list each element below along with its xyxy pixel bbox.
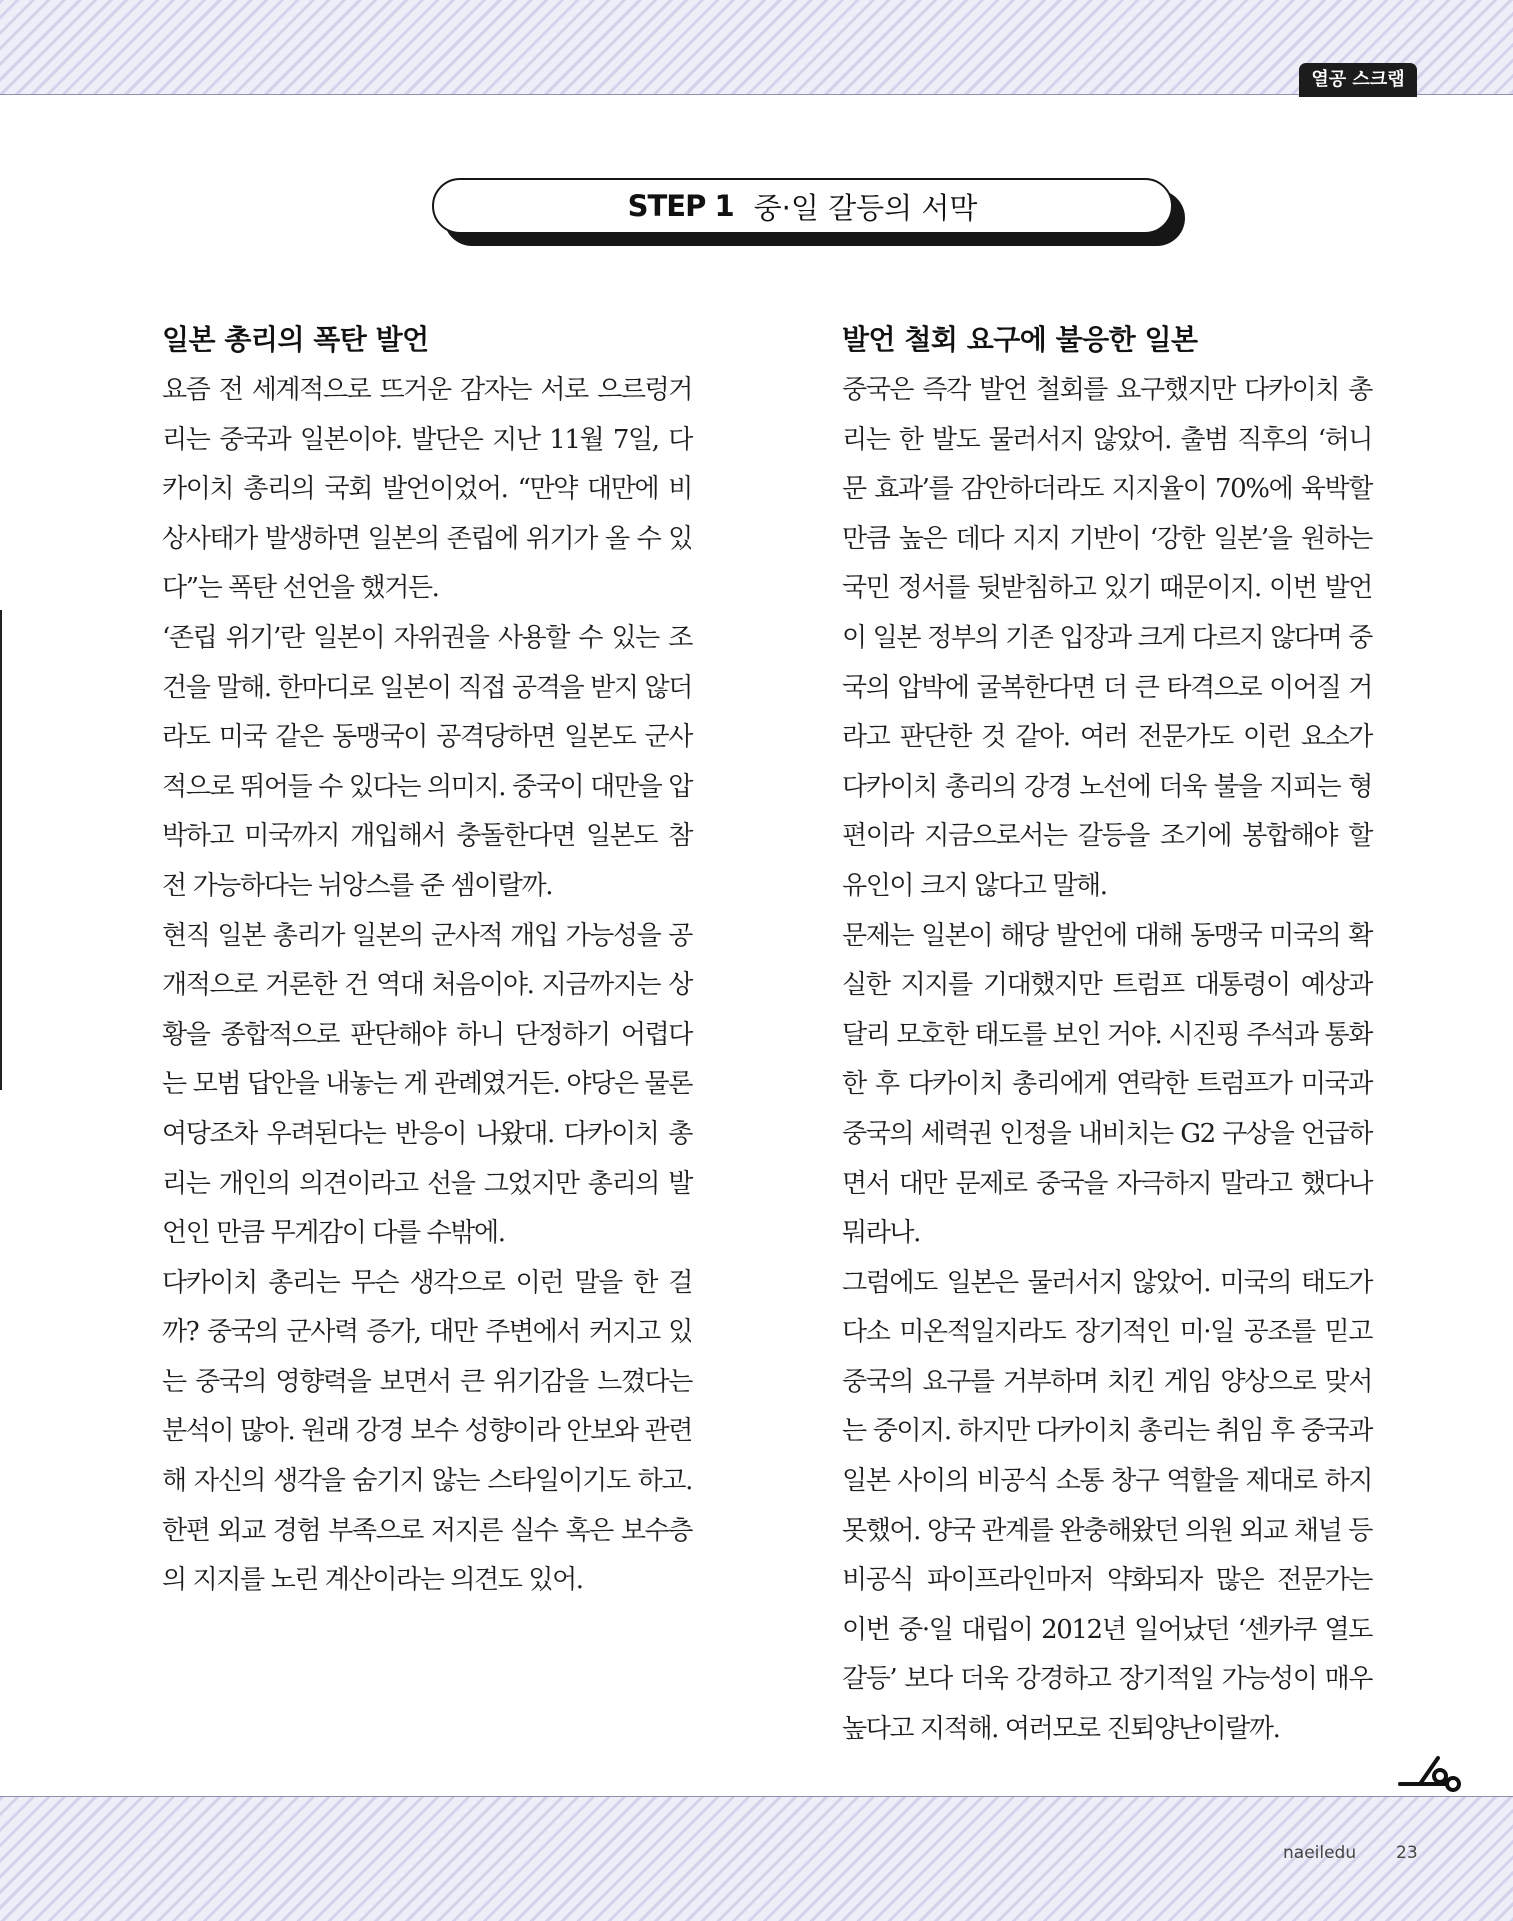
left-column-heading: 일본 총리의 폭탄 발언	[162, 323, 429, 356]
left-column	[162, 318, 692, 1606]
right-paragraph-1: 중국은 즉각 발언 철회를 요구했지만 다카이치 총리는 한 발도 물러서지 않았어. 출범 직후의 ‘허니문 효과’를 감안하더라도 지지율이 70%에 육박할 만큼 높은 데다 지지 기반이 ‘강한 일본’을 원하는 국민 정서를 뒷받침하고 있기 때문이지. 이번 발언이 일본 정부의 기존 입장과 크게 다르지 않다며 중국의 압박에 굴복한다면 더 큰 타격으로 이어질 거라고 판단한 것 같아. 여러 전문가도 이런 요소가 다카이치 총리의 강경 노선에 더욱 불을 지피는 형편이라 지금으로서는 갈등을 조기에 봉합해야 할 유인이 크지 않다고 말해.	[842, 375, 1372, 901]
section-tag: 열공 스크랩	[1299, 63, 1417, 97]
left-paragraph-2: ‘존립 위기’란 일본이 자위권을 사용할 수 있는 조건을 말해. 한마디로 일본이 직접 공격을 받지 않더라도 미국 같은 동맹국이 공격당하면 일본도 군사적으로 뛰어들 수 있다는 의미지. 중국이 대만을 압박하고 미국까지 개입해서 충돌한다면 일본도 참전 가능하다는 뉘앙스를 준 셈이랄까.	[162, 622, 692, 901]
left-paragraph-1: 요즘 전 세계적으로 뜨거운 감자는 서로 으르렁거리는 중국과 일본이야. 발단은 지난 11월 7일, 다카이치 총리의 국회 발언이었어. “만약 대만에 비상사태가 발생하면 일본의 존립에 위기가 올 수 있다”는 폭탄 선언을 했거든.	[162, 375, 692, 604]
step-banner	[432, 178, 1173, 234]
right-paragraph-3: 그럼에도 일본은 물러서지 않았어. 미국의 태도가 다소 미온적일지라도 장기적인 미·일 공조를 믿고 중국의 요구를 거부하며 치킨 게임 양상으로 맞서는 중이지. 하지만 다카이치 총리는 취임 후 중국과 일본 사이의 비공식 소통 창구 역할을 제대로 하지 못했어. 양국 관계를 완충해왔던 의원 외교 채널 등 비공식 파이프라인마저 약화되자 많은 전문가는 이번 중·일 대립이 2012년 일어났던 ‘센카쿠 열도 갈등’ 보다 더욱 강경하고 장기적일 가능성이 매우 높다고 지적해. 여러모로 진퇴양난이랄까.	[842, 1267, 1372, 1745]
left-paragraph-4: 다카이치 총리는 무슨 생각으로 이런 말을 한 걸까? 중국의 군사력 증가, 대만 주변에서 커지고 있는 중국의 영향력을 보면서 큰 위기감을 느꼈다는 분석이 많아. 원래 강경 보수 성향이라 안보와 관련해 자신의 생각을 숨기지 않는 스타일이기도 하고. 한편 외교 경험 부족으로 저지른 실수 혹은 보수층의 지지를 노린 계산이라는 의견도 있어.	[162, 1267, 692, 1596]
right-paragraph-2: 문제는 일본이 해당 발언에 대해 동맹국 미국의 확실한 지지를 기대했지만 트럼프 대통령이 예상과 달리 모호한 태도를 보인 거야. 시진핑 주석과 통화한 후 다카이치 총리에게 연락한 트럼프가 미국과 중국의 세력권 인정을 내비치는 G2 구상을 언급하면서 대만 문제로 중국을 자극하지 말라고 했다나 뭐라나.	[842, 920, 1372, 1249]
step-label: STEP 1	[627, 189, 734, 223]
top-stripe-band	[0, 0, 1513, 95]
page-number: 23	[1396, 1843, 1418, 1863]
right-column-heading: 발언 철회 요구에 불응한 일본	[842, 323, 1198, 356]
right-column	[842, 318, 1372, 1755]
scissors-icon	[1398, 1754, 1462, 1794]
step-title: 중·일 갈등의 서막	[753, 190, 978, 225]
footer-site-name: naeiledu	[1283, 1843, 1357, 1863]
left-paragraph-3: 현직 일본 총리가 일본의 군사적 개입 가능성을 공개적으로 거론한 건 역대 처음이야. 지금까지는 상황을 종합적으로 판단해야 하니 단정하기 어렵다는 모범 답안을 내놓는 게 관례였거든. 야당은 물론 여당조차 우려된다는 반응이 나왔대. 다카이치 총리는 개인의 의견이라고 선을 그었지만 총리의 발언인 만큼 무게감이 다를 수밖에.	[162, 920, 692, 1249]
page-edge-mark	[0, 610, 2, 1090]
